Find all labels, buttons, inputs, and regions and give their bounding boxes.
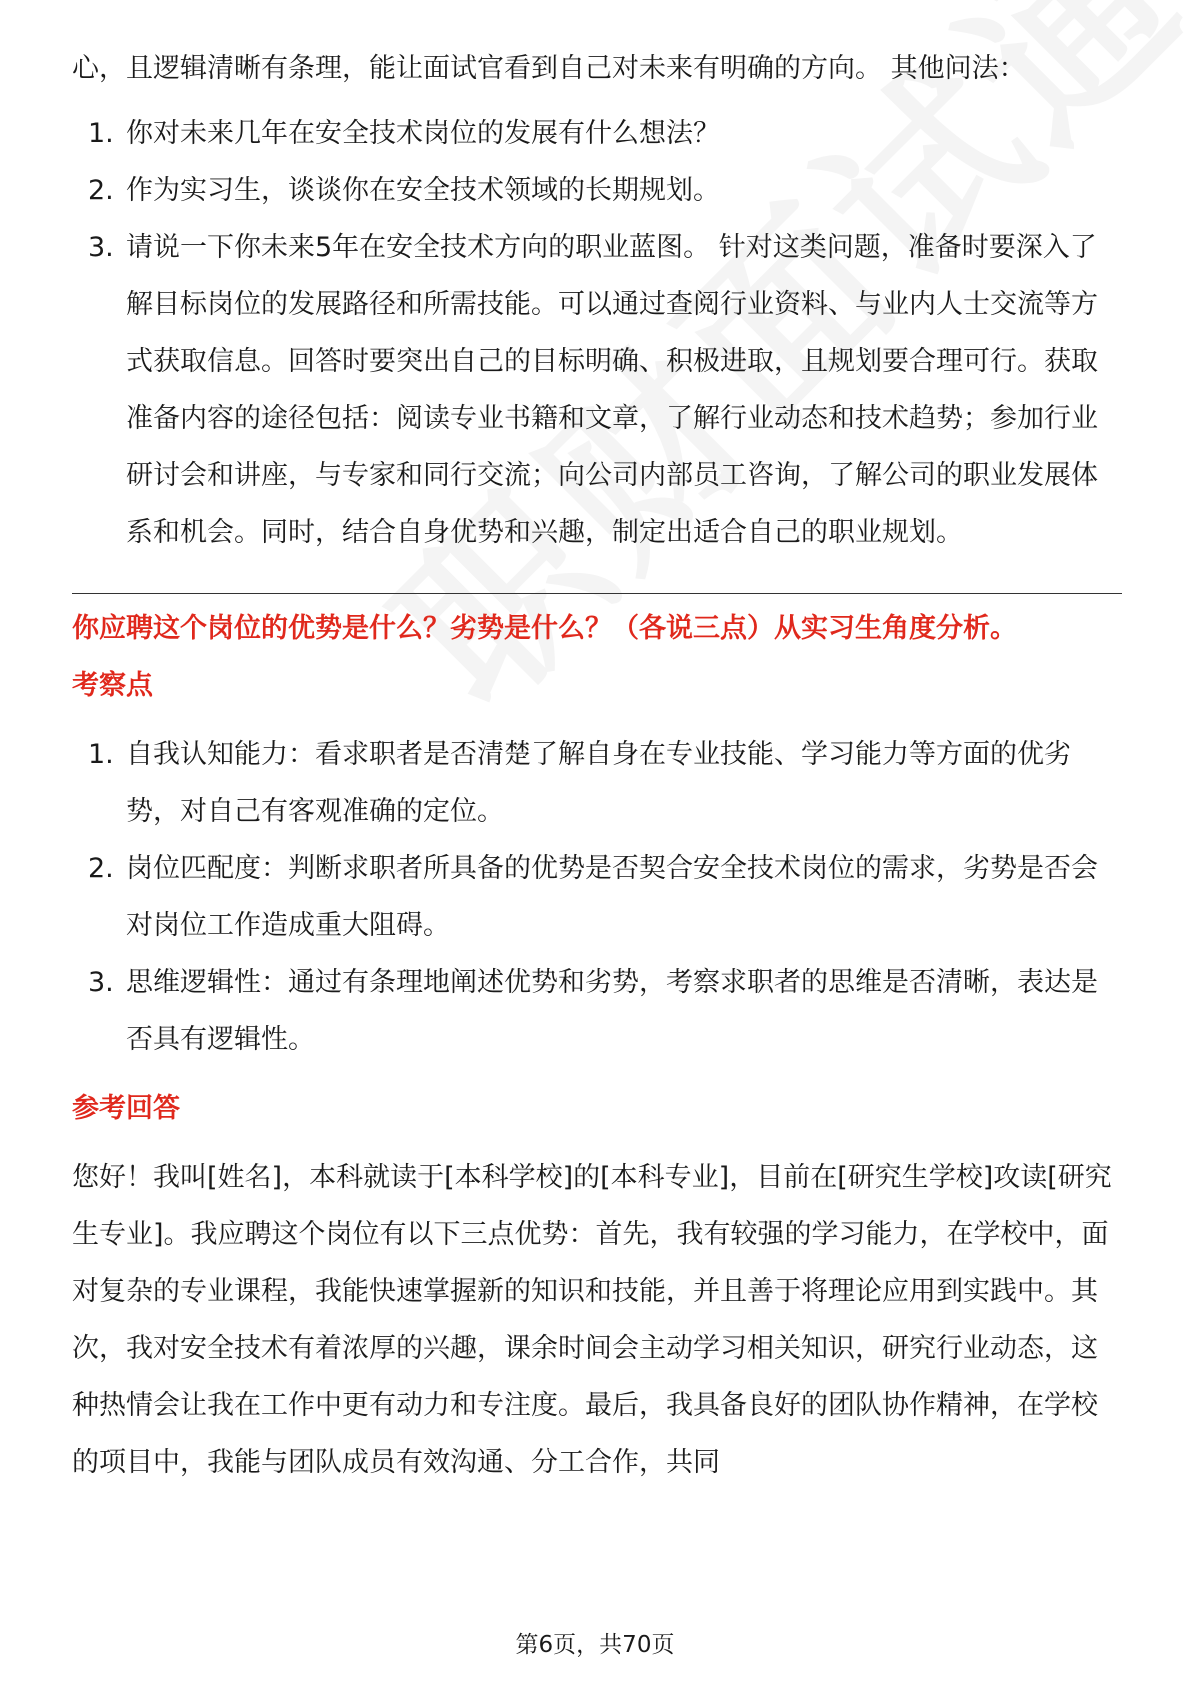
list-item [72, 840, 1122, 954]
list-number: 2. [88, 853, 114, 884]
list-number: 3. [88, 967, 114, 998]
list-text: 请说一下你未来5年在安全技术方向的职业蓝图。 针对这类问题，准备时要深入了解目标岗位的发展路径和所需技能。可以通过查阅行业资料、与业内人士交流等方式获取信息。回答时要突出自己的目标明确、积极进取，且规划要合理可行。获取准备内容的途径包括：阅读专业书籍和文章，了解行业动态和技术趋势；参加行业研讨会和讲座，与专家和同行交流；向公司内部员工咨询，了解公司的职业发展体系和机会。同时，结合自身优势和兴趣，制定出适合自己的职业规划。 [126, 232, 1098, 548]
list-text: 你对未来几年在安全技术岗位的发展有什么想法？ [126, 118, 720, 149]
list-text: 思维逻辑性：通过有条理地阐述优势和劣势，考察求职者的思维是否清晰，表达是否具有逻辑性。 [126, 967, 1098, 1055]
section-divider [72, 593, 1122, 594]
intro-paragraph: 心，且逻辑清晰有条理，能让面试官看到自己对未来有明确的方向。 其他问法： [72, 53, 1026, 84]
question-heading: 你应聘这个岗位的优势是什么？劣势是什么？（各说三点）从实习生角度分析。 [72, 613, 1017, 644]
answer-paragraph: 您好！我叫[姓名]，本科就读于[本科学校]的[本科专业]，目前在[研究生学校]攻读[研究生专业]。我应聘这个岗位有以下三点优势：首先，我有较强的学习能力，在学校中，面对复杂的专业课程，我能快速掌握新的知识和技能，并且善于将理论应用到实践中。其次，我对安全技术有着浓厚的兴趣，课余时间会主动学习相关知识，研究行业动态，这种热情会让我在工作中更有动力和专注度。最后，我具备良好的团队协作精神，在学校的项目中，我能与团队成员有效沟通、分工合作，共同 [72, 1162, 1112, 1478]
list-text: 岗位匹配度：判断求职者所具备的优势是否契合安全技术岗位的需求，劣势是否会对岗位工作造成重大阻碍。 [126, 853, 1098, 941]
list-item [72, 162, 1122, 219]
list-text: 作为实习生，谈谈你在安全技术领域的长期规划。 [126, 175, 720, 206]
list-item [72, 105, 1122, 162]
other-questions-list [72, 105, 1122, 561]
page-content [72, 40, 1122, 1491]
list-number: 1. [88, 739, 114, 770]
list-number: 2. [88, 175, 114, 206]
list-item [72, 954, 1122, 1068]
focus-points-list [72, 726, 1122, 1068]
page-footer: 第6页，共70页 [515, 1632, 675, 1658]
list-item [72, 219, 1122, 561]
list-number: 1. [88, 118, 114, 149]
focus-heading: 考察点 [72, 670, 153, 701]
answer-heading: 参考回答 [72, 1093, 180, 1124]
list-number: 3. [88, 232, 114, 263]
list-item [72, 726, 1122, 840]
list-text: 自我认知能力：看求职者是否清楚了解自身在专业技能、学习能力等方面的优劣势，对自己有客观准确的定位。 [126, 739, 1071, 827]
